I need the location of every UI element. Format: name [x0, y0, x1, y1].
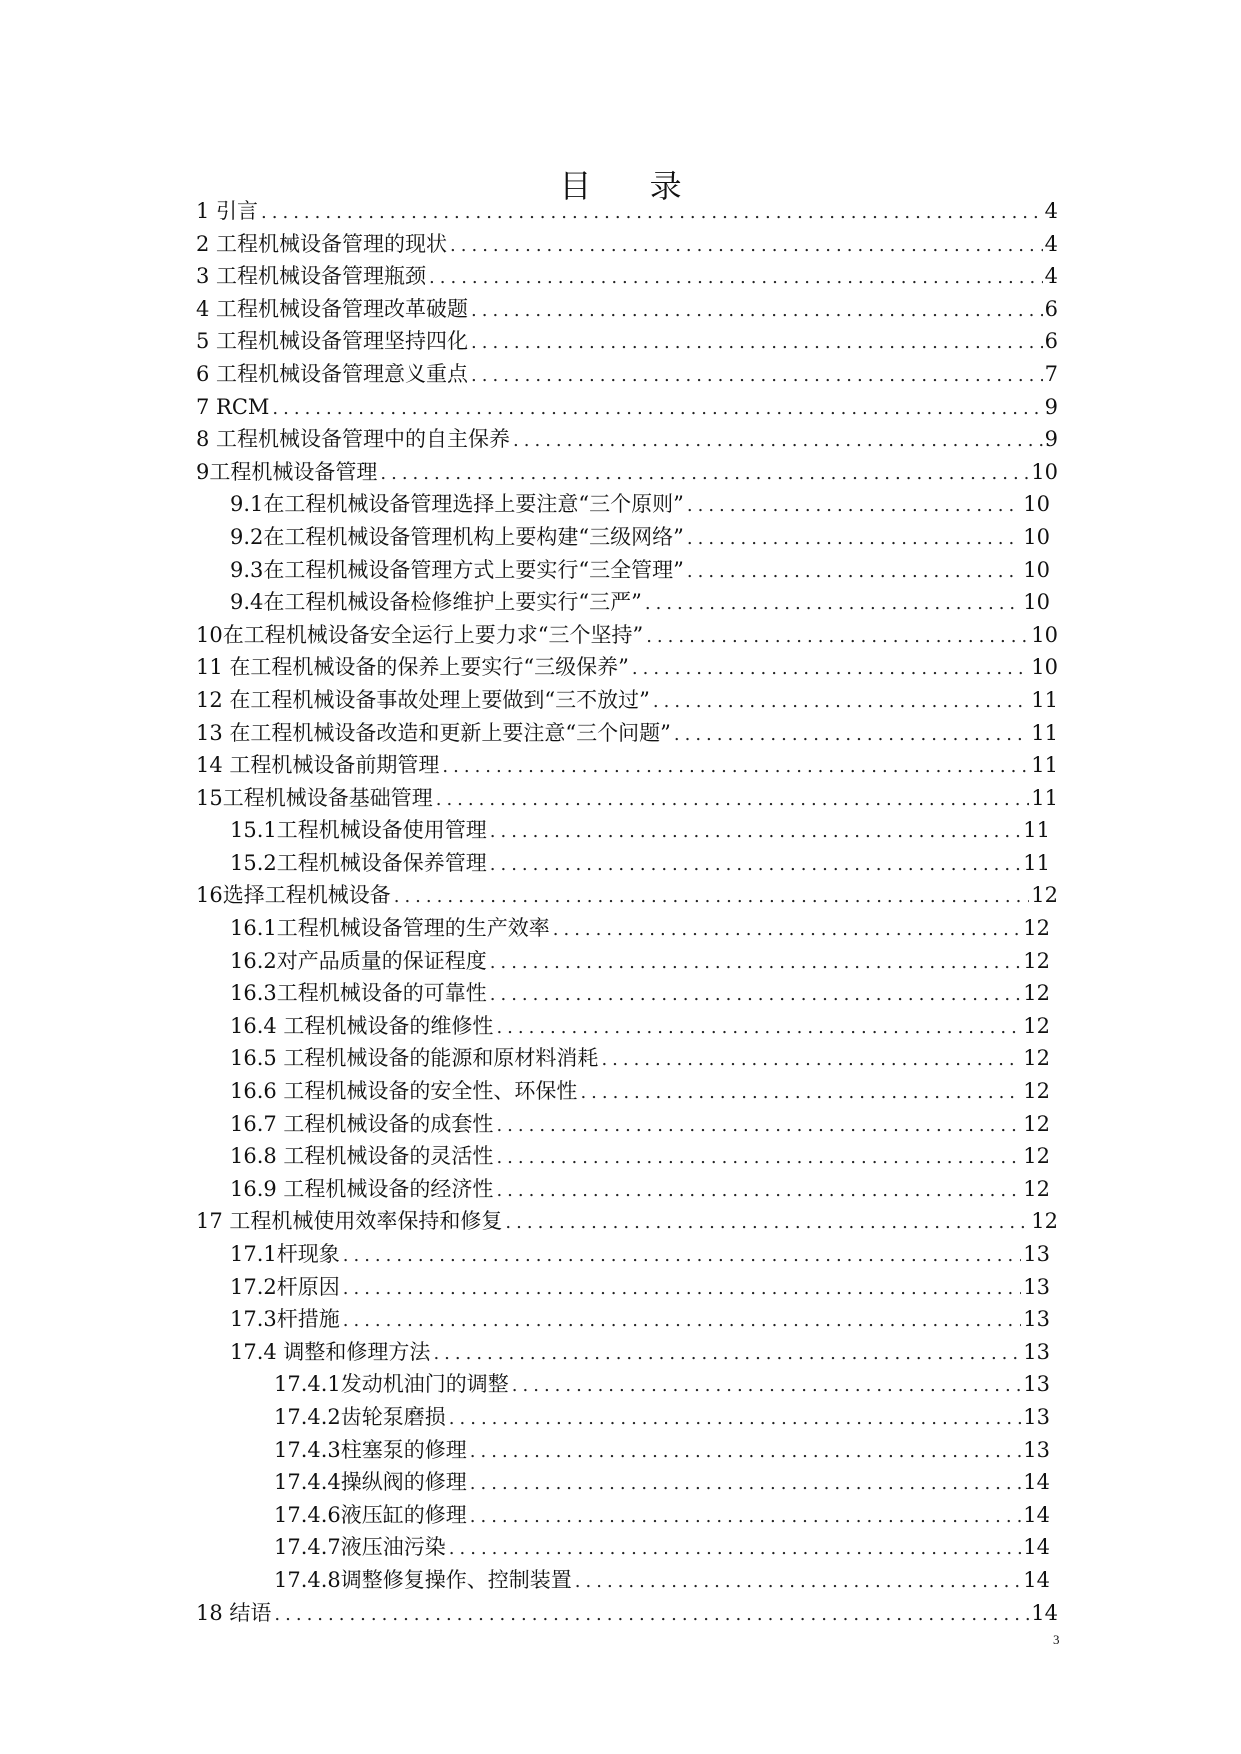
toc-leader-dots — [505, 1207, 1029, 1240]
toc-entry-label: 16.4 工程机械设备的维修性 — [230, 1013, 494, 1038]
toc-entry-page: 12 — [1023, 948, 1050, 973]
toc-leader-dots — [470, 1468, 1021, 1501]
toc-entry-label: 9.4在工程机械设备检修维护上要实行“三严” — [230, 590, 642, 615]
toc-entry-label: 16.9 工程机械设备的经济性 — [230, 1176, 494, 1201]
toc-entry[interactable] — [196, 814, 1058, 847]
toc-entry[interactable] — [196, 1075, 1058, 1108]
toc-entry-page: 11 — [1031, 687, 1058, 712]
toc-entry[interactable] — [196, 1238, 1058, 1271]
toc-leader-dots — [343, 1305, 1022, 1338]
toc-entry-label: 1 引言 — [196, 199, 259, 223]
toc-entry[interactable] — [196, 195, 1058, 228]
toc-entry-page: 13 — [1023, 1274, 1050, 1299]
toc-entry[interactable] — [196, 325, 1058, 358]
toc-entry-page: 13 — [1023, 1339, 1050, 1364]
toc-entry-label: 16选择工程机械设备 — [196, 883, 391, 908]
toc-entry-label: 17.4.4操纵阀的修理 — [274, 1470, 467, 1495]
toc-entry-page: 13 — [1023, 1437, 1050, 1462]
toc-entry-label: 8 工程机械设备管理中的自主保养 — [196, 427, 511, 452]
toc-entry-label: 16.7 工程机械设备的成套性 — [230, 1111, 494, 1136]
toc-leader-dots — [274, 1599, 1029, 1632]
toc-leader-dots — [687, 490, 1021, 523]
toc-entry-label: 16.2对产品质量的保证程度 — [230, 948, 487, 973]
toc-entry-label: 3 工程机械设备管理瓶颈 — [196, 264, 427, 289]
toc-entry[interactable] — [196, 1042, 1058, 1075]
toc-leader-dots — [653, 686, 1029, 719]
toc-entry[interactable] — [196, 1368, 1058, 1401]
toc-leader-dots — [645, 588, 1021, 621]
toc-entry-label: 6 工程机械设备管理意义重点 — [196, 361, 469, 386]
toc-entry-page: 11 — [1023, 850, 1050, 875]
toc-entry-page: 14 — [1023, 1470, 1050, 1495]
toc-leader-dots — [394, 881, 1030, 914]
toc-entry-page: 11 — [1031, 785, 1058, 810]
toc-entry-label: 17.4.1发动机油门的调整 — [274, 1372, 509, 1397]
toc-entry-label: 17.4.8调整修复操作、控制装置 — [274, 1567, 572, 1592]
toc-entry[interactable] — [196, 1010, 1058, 1043]
toc-leader-dots — [687, 523, 1021, 556]
toc-entry[interactable] — [196, 1466, 1058, 1499]
toc-entry-page: 13 — [1023, 1307, 1050, 1332]
toc-entry-label: 5 工程机械设备管理坚持四化 — [196, 329, 469, 354]
toc-entry-label: 16.6 工程机械设备的安全性、环保性 — [230, 1079, 578, 1104]
toc-leader-dots — [470, 1436, 1021, 1469]
table-of-contents — [196, 195, 1058, 1629]
toc-entry-page: 12 — [1031, 1209, 1058, 1234]
toc-entry-label: 9.3在工程机械设备管理方式上要实行“三全管理” — [230, 557, 684, 582]
toc-leader-dots — [272, 393, 1042, 426]
toc-entry-label: 10在工程机械设备安全运行上要力求“三个坚持” — [196, 622, 644, 647]
toc-entry[interactable] — [196, 423, 1058, 456]
toc-entry-label: 13 在工程机械设备改造和更新上要注意“三个问题” — [196, 720, 671, 745]
toc-entry-page: 14 — [1023, 1502, 1050, 1527]
toc-leader-dots — [261, 197, 1043, 230]
toc-entry[interactable] — [196, 1564, 1058, 1597]
toc-leader-dots — [471, 360, 1043, 393]
toc-leader-dots — [433, 1338, 1021, 1371]
toc-leader-dots — [496, 1175, 1021, 1208]
toc-entry-label: 12 在工程机械设备事故处理上要做到“三不放过” — [196, 687, 650, 712]
toc-entry-page: 14 — [1023, 1567, 1050, 1592]
toc-leader-dots — [496, 1110, 1021, 1143]
toc-leader-dots — [449, 1533, 1021, 1566]
toc-leader-dots — [343, 1240, 1022, 1273]
toc-entry-page: 11 — [1023, 818, 1050, 843]
toc-entry[interactable] — [196, 651, 1058, 684]
toc-leader-dots — [490, 849, 1022, 882]
toc-entry-page: 10 — [1031, 622, 1058, 647]
toc-entry-page: 6 — [1044, 329, 1058, 354]
toc-entry-label: 16.8 工程机械设备的灵活性 — [230, 1144, 494, 1169]
toc-entry[interactable] — [196, 1531, 1058, 1564]
toc-entry[interactable] — [196, 1401, 1058, 1434]
toc-entry-label: 17.3杆措施 — [230, 1307, 340, 1332]
toc-leader-dots — [471, 327, 1043, 360]
toc-entry-page: 12 — [1031, 883, 1058, 908]
toc-entry-label: 9工程机械设备管理 — [196, 459, 378, 484]
toc-leader-dots — [575, 1566, 1021, 1599]
toc-entry-label: 2 工程机械设备管理的现状 — [196, 231, 448, 256]
toc-entry[interactable] — [196, 554, 1058, 587]
toc-entry-page: 10 — [1023, 557, 1050, 582]
toc-entry-page: 10 — [1023, 492, 1050, 517]
toc-entry-label: 9.1在工程机械设备管理选择上要注意“三个原则” — [230, 492, 684, 517]
toc-entry[interactable] — [196, 847, 1058, 880]
toc-leader-dots — [496, 1142, 1021, 1175]
toc-entry-page: 12 — [1023, 1111, 1050, 1136]
toc-entry[interactable] — [196, 488, 1058, 521]
toc-leader-dots — [580, 1077, 1021, 1110]
toc-entry[interactable] — [196, 228, 1058, 261]
toc-entry-page: 10 — [1023, 590, 1050, 615]
toc-entry-label: 15.1工程机械设备使用管理 — [230, 818, 487, 843]
toc-entry[interactable] — [196, 1303, 1058, 1336]
toc-entry[interactable] — [196, 456, 1058, 489]
toc-entry-page: 4 — [1044, 199, 1058, 223]
toc-entry[interactable] — [196, 879, 1058, 912]
toc-entry-label: 9.2在工程机械设备管理机构上要构建“三级网络” — [230, 524, 684, 549]
toc-leader-dots — [490, 816, 1022, 849]
toc-entry-page: 12 — [1023, 916, 1050, 941]
toc-entry-page: 14 — [1023, 1535, 1050, 1560]
toc-entry-page: 10 — [1031, 459, 1058, 484]
toc-entry[interactable] — [196, 521, 1058, 554]
toc-entry-label: 11 在工程机械设备的保养上要实行“三级保养” — [196, 655, 629, 680]
toc-entry[interactable] — [196, 1499, 1058, 1532]
toc-entry-page: 12 — [1023, 1046, 1050, 1071]
toc-leader-dots — [442, 751, 1029, 784]
toc-leader-dots — [646, 621, 1029, 654]
toc-entry-page: 4 — [1044, 231, 1058, 256]
toc-entry[interactable] — [196, 1205, 1058, 1238]
toc-entry-page: 11 — [1031, 720, 1058, 745]
toc-entry[interactable] — [196, 717, 1058, 750]
toc-leader-dots — [470, 1501, 1021, 1534]
toc-entry-page: 12 — [1023, 1013, 1050, 1038]
toc-entry-label: 17.2杆原因 — [230, 1274, 340, 1299]
toc-leader-dots — [449, 1403, 1021, 1436]
toc-entry[interactable] — [196, 260, 1058, 293]
page-number: 3 — [1053, 1632, 1060, 1647]
toc-entry-page: 6 — [1044, 296, 1058, 321]
toc-entry-page: 10 — [1031, 655, 1058, 680]
toc-leader-dots — [674, 719, 1029, 752]
toc-entry-page: 13 — [1023, 1372, 1050, 1397]
toc-entry[interactable] — [196, 977, 1058, 1010]
toc-leader-dots — [512, 1370, 1021, 1403]
toc-leader-dots — [471, 295, 1043, 328]
toc-entry-page: 9 — [1044, 394, 1058, 419]
toc-entry[interactable] — [196, 749, 1058, 782]
toc-entry[interactable] — [196, 1434, 1058, 1467]
toc-entry-label: 17 工程机械使用效率保持和修复 — [196, 1209, 503, 1234]
toc-entry[interactable] — [196, 1597, 1058, 1630]
toc-entry-page: 12 — [1023, 1144, 1050, 1169]
toc-entry-label: 16.1工程机械设备管理的生产效率 — [230, 916, 550, 941]
toc-entry-page: 4 — [1044, 264, 1058, 289]
toc-entry[interactable] — [196, 1108, 1058, 1141]
toc-entry[interactable] — [196, 293, 1058, 326]
toc-entry[interactable] — [196, 619, 1058, 652]
toc-leader-dots — [490, 947, 1022, 980]
toc-entry[interactable] — [196, 684, 1058, 717]
toc-entry-label: 4 工程机械设备管理改革破题 — [196, 296, 469, 321]
toc-entry-page: 9 — [1044, 427, 1058, 452]
toc-leader-dots — [429, 262, 1043, 295]
toc-entry-label: 7 RCM — [196, 394, 270, 419]
toc-leader-dots — [490, 979, 1022, 1012]
toc-entry-label: 17.4.6液压缸的修理 — [274, 1502, 467, 1527]
toc-entry[interactable] — [196, 1173, 1058, 1206]
toc-entry-label: 17.4.2齿轮泵磨损 — [274, 1404, 446, 1429]
toc-leader-dots — [343, 1273, 1022, 1306]
toc-entry[interactable] — [196, 391, 1058, 424]
toc-leader-dots — [632, 653, 1029, 686]
toc-entry-page: 7 — [1044, 361, 1058, 386]
toc-entry-label: 17.1杆现象 — [230, 1242, 340, 1266]
toc-entry[interactable] — [196, 1271, 1058, 1304]
toc-entry-page: 12 — [1023, 981, 1050, 1006]
toc-entry-label: 17.4.3柱塞泵的修理 — [274, 1437, 467, 1462]
toc-entry[interactable] — [196, 945, 1058, 978]
toc-entry[interactable] — [196, 358, 1058, 391]
toc-entry-label: 18 结语 — [196, 1600, 272, 1625]
toc-title: 目 录 — [559, 167, 706, 206]
toc-entry-page: 14 — [1031, 1600, 1058, 1625]
toc-entry[interactable] — [196, 1336, 1058, 1369]
toc-leader-dots — [496, 1012, 1021, 1045]
toc-entry-label: 16.3工程机械设备的可靠性 — [230, 981, 487, 1006]
toc-entry[interactable] — [196, 782, 1058, 815]
toc-entry-page: 12 — [1023, 1079, 1050, 1104]
toc-leader-dots — [436, 784, 1030, 817]
toc-entry-label: 17.4.7液压油污染 — [274, 1535, 446, 1560]
toc-leader-dots — [553, 914, 1022, 947]
toc-entry-page: 13 — [1023, 1404, 1050, 1429]
toc-entry-label: 14 工程机械设备前期管理 — [196, 753, 440, 778]
toc-leader-dots — [513, 425, 1043, 458]
toc-entry[interactable] — [196, 912, 1058, 945]
toc-leader-dots — [601, 1044, 1021, 1077]
toc-entry[interactable] — [196, 1140, 1058, 1173]
toc-entry-page: 12 — [1023, 1176, 1050, 1201]
toc-entry-page: 10 — [1023, 524, 1050, 549]
toc-entry-label: 15.2工程机械设备保养管理 — [230, 850, 487, 875]
toc-leader-dots — [380, 458, 1029, 491]
toc-entry-page: 11 — [1031, 753, 1058, 778]
toc-entry-label: 17.4 调整和修理方法 — [230, 1339, 431, 1364]
toc-entry-label: 15工程机械设备基础管理 — [196, 785, 433, 810]
toc-entry-page: 13 — [1023, 1242, 1050, 1266]
toc-leader-dots — [687, 556, 1021, 589]
toc-entry-label: 16.5 工程机械设备的能源和原材料消耗 — [230, 1046, 599, 1071]
toc-leader-dots — [450, 230, 1043, 263]
toc-entry[interactable] — [196, 586, 1058, 619]
